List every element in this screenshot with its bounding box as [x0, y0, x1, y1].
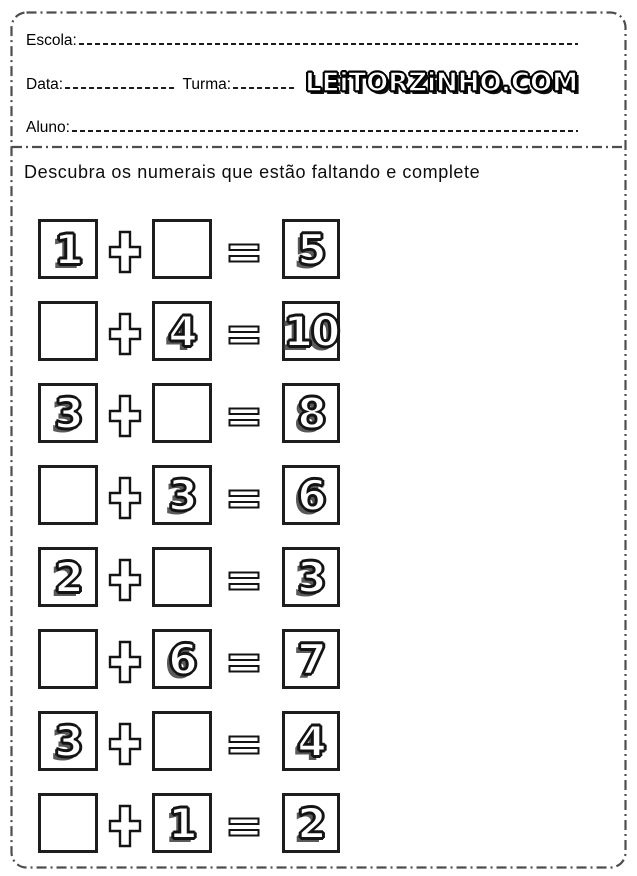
student-row	[26, 115, 578, 141]
numeral-box: 4	[152, 301, 212, 361]
equals-icon	[228, 489, 260, 509]
plus-icon	[108, 476, 142, 520]
plus-icon	[108, 722, 142, 766]
numeral-box: 3	[152, 465, 212, 525]
plus-icon	[108, 394, 142, 438]
plus-icon	[108, 558, 142, 602]
student-field-line[interactable]	[72, 130, 578, 132]
site-logo: LEiTORZiNHO.COM	[305, 68, 578, 98]
answer-box[interactable]	[38, 465, 98, 525]
result-box: 3	[282, 547, 340, 607]
result-box: 5	[282, 219, 340, 279]
numeral-box: 2	[38, 547, 98, 607]
problem-row	[38, 711, 340, 771]
school-field-line[interactable]	[79, 43, 578, 45]
class-field-line[interactable]	[233, 87, 297, 89]
equals-icon	[228, 817, 260, 837]
problem-row	[38, 301, 340, 361]
problems-list	[38, 219, 340, 875]
numeral-box: 1	[152, 793, 212, 853]
date-label: Data:	[26, 76, 64, 93]
problem-row	[38, 383, 340, 443]
equals-icon	[228, 735, 260, 755]
instruction-text: Descubra os numerais que estão faltando e complete	[24, 162, 481, 182]
answer-box[interactable]	[38, 793, 98, 853]
equals-icon	[228, 571, 260, 591]
result-box: 7	[282, 629, 340, 689]
numeral-box: 3	[38, 711, 98, 771]
problem-row	[38, 629, 340, 689]
plus-icon	[108, 640, 142, 684]
result-box: 8	[282, 383, 340, 443]
worksheet-header	[26, 0, 578, 150]
numeral-box: 6	[152, 629, 212, 689]
answer-box[interactable]	[152, 219, 212, 279]
school-row	[26, 28, 578, 54]
answer-box[interactable]	[152, 547, 212, 607]
plus-icon	[108, 312, 142, 356]
answer-box[interactable]	[38, 301, 98, 361]
answer-box[interactable]	[152, 711, 212, 771]
numeral-box: 3	[38, 383, 98, 443]
result-box: 6	[282, 465, 340, 525]
equals-icon	[228, 653, 260, 673]
answer-box[interactable]	[152, 383, 212, 443]
date-class-row	[26, 68, 578, 98]
problem-row	[38, 219, 340, 279]
equals-icon	[228, 407, 260, 427]
answer-box[interactable]	[38, 629, 98, 689]
numeral-box: 1	[38, 219, 98, 279]
problem-row	[38, 547, 340, 607]
plus-icon	[108, 804, 142, 848]
equals-icon	[228, 325, 260, 345]
result-box: 4	[282, 711, 340, 771]
date-field-line[interactable]	[65, 87, 174, 89]
result-box: 10	[282, 301, 340, 361]
class-label: Turma:	[182, 76, 232, 93]
student-label: Aluno:	[26, 119, 70, 136]
plus-icon	[108, 230, 142, 274]
problem-row	[38, 465, 340, 525]
result-box: 2	[282, 793, 340, 853]
problem-row	[38, 793, 340, 853]
equals-icon	[228, 243, 260, 263]
school-label: Escola:	[26, 32, 77, 49]
